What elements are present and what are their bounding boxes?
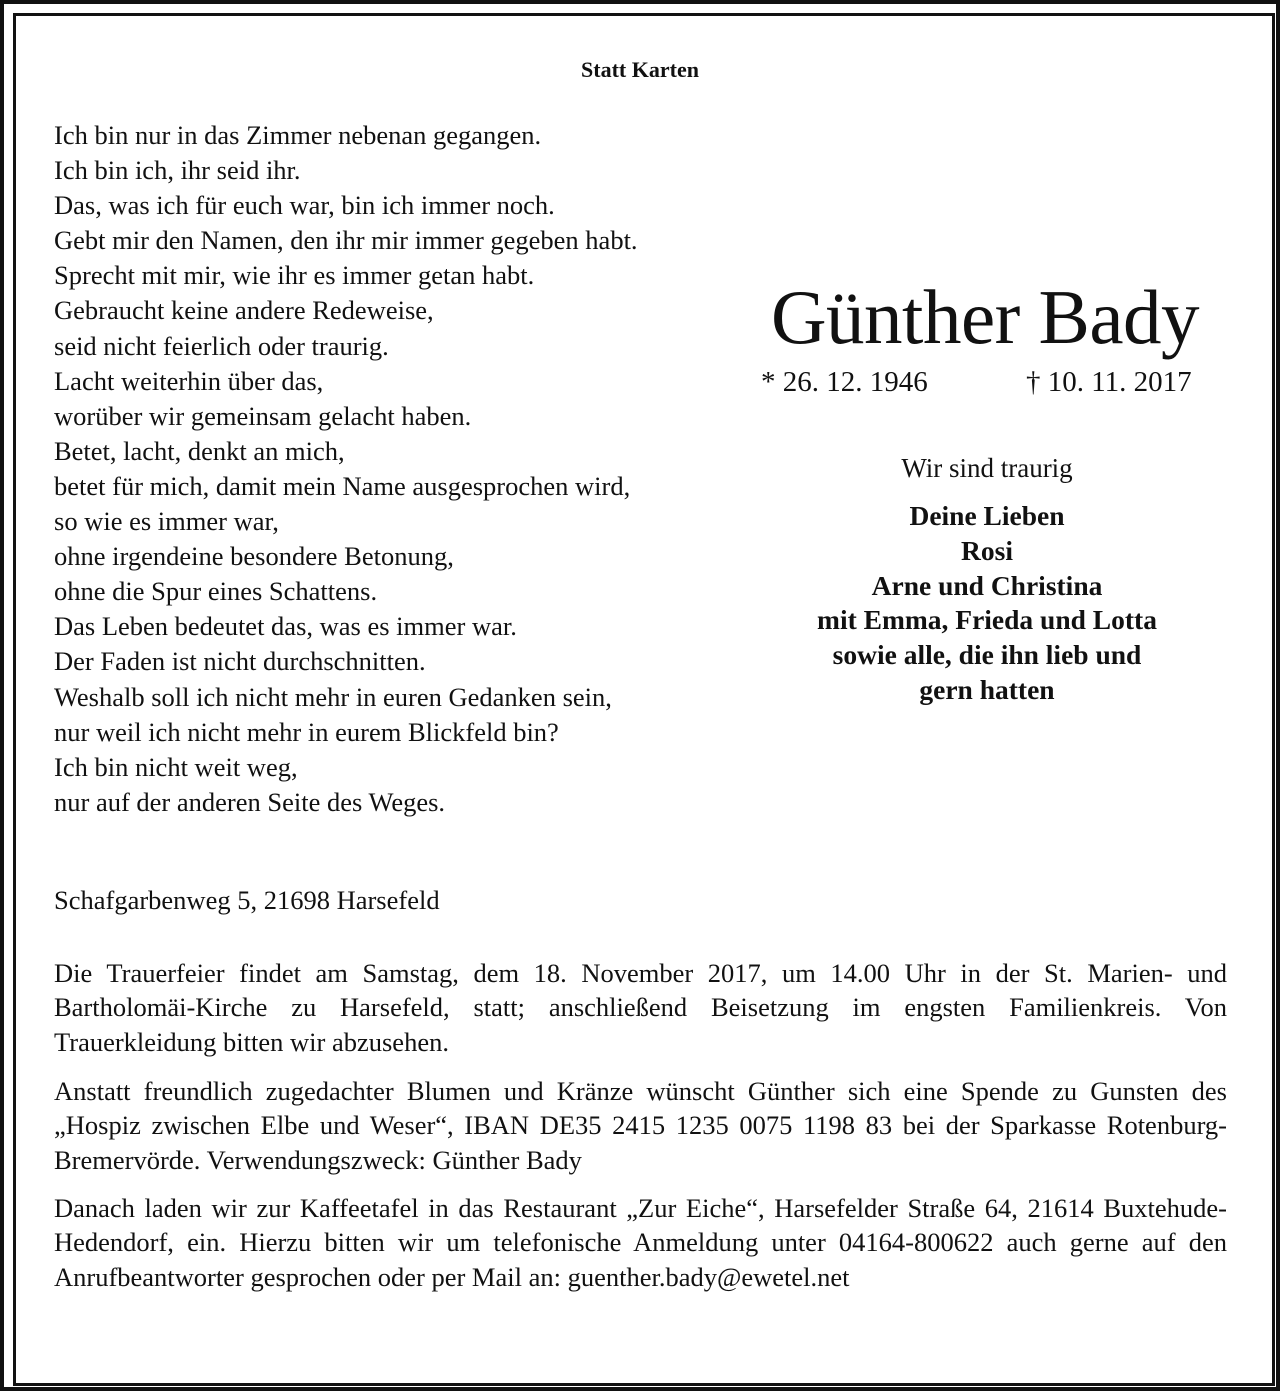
deceased-name: Günther Bady bbox=[770, 274, 1200, 360]
header-title: Statt Karten bbox=[581, 57, 699, 82]
poem-line: betet für mich, damit mein Name ausgesprochen wird, bbox=[54, 470, 631, 501]
poem-line: Ich bin nicht weit weg, bbox=[54, 751, 298, 782]
mourner-line: Arne und Christina bbox=[871, 569, 1103, 601]
poem-line: ohne die Spur eines Schattens. bbox=[54, 576, 378, 607]
mourner-line: gern hatten bbox=[919, 673, 1055, 705]
poem-line: Gebt mir den Namen, den ihr mir immer gegeben habt. bbox=[54, 225, 638, 256]
poem-line: Betet, lacht, denkt an mich, bbox=[54, 435, 345, 466]
coffee-paragraph: Danach laden wir zur Kaffeetafel in das Restaurant „Zur Eiche“, Harsefelder Straße 64, 21614 Buxtehude-Hedendorf, ein. Hierzu bitten wir um telefonische Anmeldung unter 04164-800622 auch gerne auf den Anrufbeantworter gesprochen oder per Mail an: guenther.bady@ewetel.net bbox=[54, 1193, 1227, 1292]
poem-line: seid nicht feierlich oder traurig. bbox=[54, 330, 389, 361]
poem-line: Ich bin ich, ihr seid ihr. bbox=[54, 155, 301, 186]
poem-line: Das Leben bedeutet das, was es immer war. bbox=[54, 611, 517, 642]
poem-line: Weshalb soll ich nicht mehr in euren Gedanken sein, bbox=[54, 681, 612, 712]
poem-line: Der Faden ist nicht durchschnitten. bbox=[54, 646, 426, 677]
poem-line: nur weil ich nicht mehr in eurem Blickfeld bin? bbox=[54, 716, 559, 747]
donation-paragraph: Anstatt freundlich zugedachter Blumen und Kränze wünscht Günther sich eine Spende zu Gunsten des „Hospiz zwischen Elbe und Weser“, IBAN DE35 2415 1235 0075 1198 83 bei der Sparkasse Rotenburg-Bremervörde. Verwendungszweck: Günther Bady bbox=[54, 1076, 1227, 1175]
poem-line: Ich bin nur in das Zimmer nebenan gegangen. bbox=[54, 120, 542, 150]
poem-line: Gebraucht keine andere Redeweise, bbox=[54, 295, 434, 326]
mourners-list bbox=[770, 499, 1204, 708]
address: Schafgarbenweg 5, 21698 Harsefeld bbox=[54, 885, 440, 915]
poem-line: nur auf der anderen Seite des Weges. bbox=[54, 786, 446, 817]
poem-line: Das, was ich für euch war, bin ich immer noch. bbox=[54, 190, 555, 221]
birth-date: * 26. 12. 1946 bbox=[761, 366, 928, 398]
poem-line: Lacht weiterhin über das, bbox=[54, 365, 324, 396]
poem-line: worüber wir gemeinsam gelacht haben. bbox=[54, 400, 472, 431]
mourner-line: Deine Lieben bbox=[909, 500, 1065, 531]
mourner-line: mit Emma, Frieda und Lotta bbox=[817, 604, 1157, 636]
death-date: † 10. 11. 2017 bbox=[1026, 366, 1192, 398]
poem bbox=[54, 118, 754, 820]
mourner-line: sowie alle, die ihn lieb und bbox=[832, 639, 1142, 671]
poem-line: so wie es immer war, bbox=[54, 506, 279, 537]
poem-line: Sprecht mit mir, wie ihr es immer getan habt. bbox=[54, 260, 535, 291]
mourner-line: Rosi bbox=[961, 534, 1013, 566]
mourners-intro: Wir sind traurig bbox=[901, 453, 1073, 483]
ceremony-paragraph: Die Trauerfeier findet am Samstag, dem 18. November 2017, um 14.00 Uhr in der St. Marien- und Bartholomäi-Kirche zu Harsefeld, statt; anschließend Beisetzung im engsten Familienkreis. Von Trauerkleidung bitten wir abzusehen. bbox=[54, 958, 1227, 1057]
poem-line: ohne irgendeine besondere Betonung, bbox=[54, 541, 454, 572]
